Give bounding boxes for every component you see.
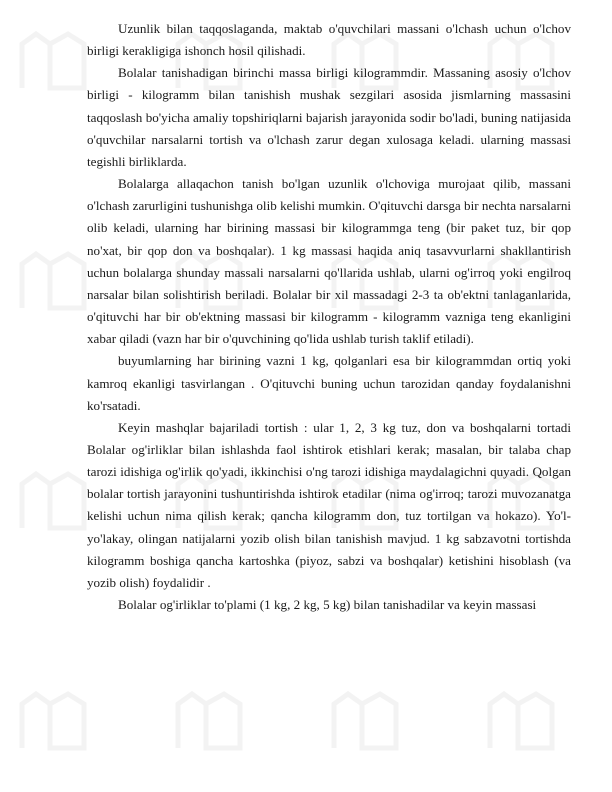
watermark-logo-icon bbox=[14, 470, 90, 532]
paragraph-2: Bolalar tanishadigan birinchi massa birligi kilogrammdir. Massaning asosiy o'lchov birligi - kilogramm bilan tanishish mushak sezgilari asosida jismlarning massasini taqqoslash bo'yicha amaliy topshiriqlarni bajarish jarayonida sodir bo'ladi, buning natijasida o'quvchilar narsalarni tortish va o'lchash zarur degan xulosaga keladi. ularning massasi tegishli birliklarda. bbox=[87, 65, 571, 169]
document-body bbox=[87, 18, 571, 616]
watermark-logo-icon bbox=[14, 690, 90, 752]
paragraph-1: Uzunlik bilan taqqoslaganda, maktab o'quvchilari massani o'lchash uchun o'lchov birligi kerakligiga ishonch hosil qilishadi. bbox=[87, 21, 571, 59]
paragraph-5: Keyin mashqlar bajariladi tortish : ular 1, 2, 3 kg tuz, don va boshqalarni tortadi Bolalar og'irliklar bilan ishlashda faol ishtirok etishlari kerak; masalan, bir talaba chap tarozi idishiga og'irlik qo'yadi, ikkinchisi o'ng tarozi idishiga maydalagichni quyadi. Qolgan bolalar tortish jarayonini tushuntirishda ishtirok etadilar (nima og'irroq; tarozi muvozanatga kelishi uchun nima qilish kerak; qancha kilogramm don, tuz tortilgan va hokazo). Yo'l-yo'lakay, olingan natijalarni yozib olish bilan tanishish mavjud. 1 kg sabzavotni tortishda kilogramm boshiga qancha kartoshka (piyoz, sabzi va boshqalar) ketishini hisoblash (va yozib olish) foydalidir . bbox=[87, 419, 571, 590]
paragraph-6: Bolalar og'irliklar to'plami (1 kg, 2 kg, 5 kg) bilan tanishadilar va keyin massasi bbox=[118, 597, 537, 613]
paragraph-3: Bolalarga allaqachon tanish bo'lgan uzunlik o'lchoviga murojaat qilib, massani o'lchash zarurligini tushunishga olib kelishi mumkin. O'qituvchi darsga bir nechta narsalarni olib keladi, ularning har birining massasi bir kilogrammga teng (bir paket tuz, bir qop no'xat, bir qop don va boshqalar). 1 kg massasi haqida aniq tasavvurlarni shakllantirish uchun bolalarga shunday massali narsalarni qo'llarida ushlab, ularni og'irroq yoki engilroq narsalar bilan solishtirish beriladi. Bolalar bir xil massadagi 2-3 ta ob'ektni tanlaganlarida, o'qituvchi har bir ob'ektning massasi bir kilogramm - kilogramm vazniga teng ekanligini xabar qiladi (vazn har bir o'quvchining qo'lida ushlab turish taklif etiladi). bbox=[87, 176, 571, 347]
watermark-logo-icon bbox=[14, 250, 90, 312]
watermark-logo-icon bbox=[326, 690, 402, 752]
watermark-logo-icon bbox=[170, 690, 246, 752]
watermark-logo-icon bbox=[14, 30, 90, 92]
paragraph-4: buyumlarning har birining vazni 1 kg, qolganlari esa bir kilogrammdan ortiq yoki kamroq ekanligi tasvirlangan . O'qituvchi buning uchun tarozidan qanday foydalanishni ko'rsatadi. bbox=[87, 353, 571, 413]
watermark-logo-icon bbox=[482, 690, 558, 752]
